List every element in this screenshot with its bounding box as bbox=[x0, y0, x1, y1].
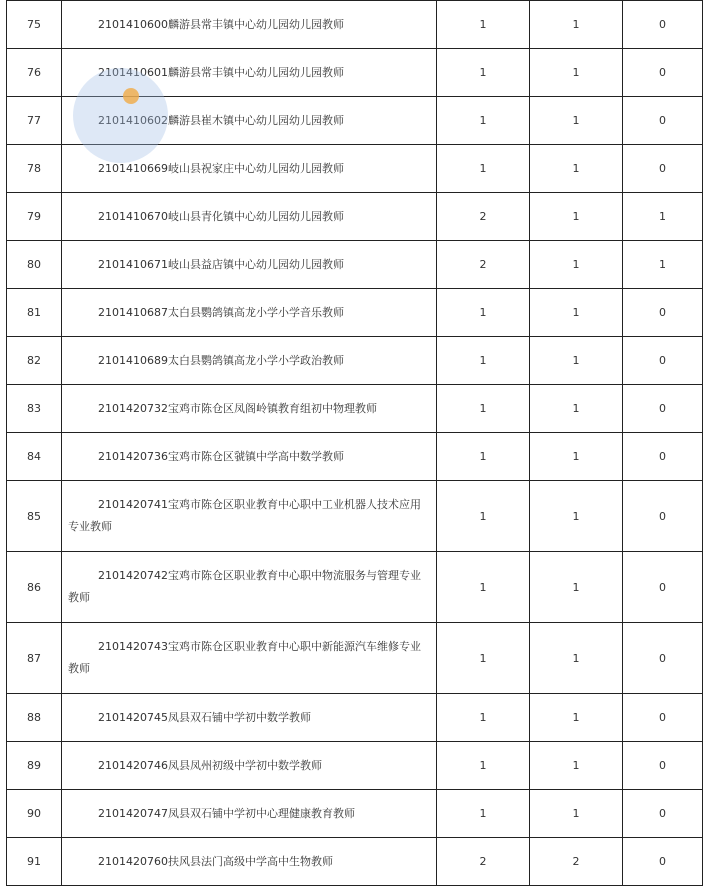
position-name: 2101420732宝鸡市陈仓区凤阁岭镇教育组初中物理教师 bbox=[62, 385, 437, 433]
row-number: 85 bbox=[7, 481, 62, 552]
table-row bbox=[7, 241, 703, 289]
count-col-4: 1 bbox=[530, 623, 623, 694]
table-row bbox=[7, 552, 703, 623]
count-col-3: 1 bbox=[437, 97, 530, 145]
row-number: 84 bbox=[7, 433, 62, 481]
table-row bbox=[7, 289, 703, 337]
table-row bbox=[7, 790, 703, 838]
count-col-3: 2 bbox=[437, 193, 530, 241]
count-col-3: 1 bbox=[437, 289, 530, 337]
table-row bbox=[7, 433, 703, 481]
count-col-4: 1 bbox=[530, 694, 623, 742]
count-col-3: 1 bbox=[437, 742, 530, 790]
count-col-4: 1 bbox=[530, 552, 623, 623]
count-col-4: 1 bbox=[530, 97, 623, 145]
position-name: 2101410670岐山县青化镇中心幼儿园幼儿园教师 bbox=[62, 193, 437, 241]
position-name: 2101420741宝鸡市陈仓区职业教育中心职中工业机器人技术应用专业教师 bbox=[62, 481, 437, 552]
row-number: 90 bbox=[7, 790, 62, 838]
count-col-3: 2 bbox=[437, 838, 530, 886]
position-name: 2101410601麟游县常丰镇中心幼儿园幼儿园教师 bbox=[62, 49, 437, 97]
row-number: 78 bbox=[7, 145, 62, 193]
count-col-5: 0 bbox=[623, 289, 703, 337]
count-col-3: 1 bbox=[437, 433, 530, 481]
table-row bbox=[7, 623, 703, 694]
count-col-3: 1 bbox=[437, 623, 530, 694]
position-name: 2101420736宝鸡市陈仓区虢镇中学高中数学教师 bbox=[62, 433, 437, 481]
table-row bbox=[7, 193, 703, 241]
table-row bbox=[7, 481, 703, 552]
count-col-4: 1 bbox=[530, 433, 623, 481]
row-number: 75 bbox=[7, 1, 62, 49]
row-number: 88 bbox=[7, 694, 62, 742]
count-col-5: 0 bbox=[623, 97, 703, 145]
count-col-3: 2 bbox=[437, 241, 530, 289]
row-number: 81 bbox=[7, 289, 62, 337]
row-number: 82 bbox=[7, 337, 62, 385]
position-name: 2101420746凤县凤州初级中学初中数学教师 bbox=[62, 742, 437, 790]
position-name: 2101410671岐山县益店镇中心幼儿园幼儿园教师 bbox=[62, 241, 437, 289]
table-row bbox=[7, 145, 703, 193]
recruitment-table bbox=[6, 0, 703, 886]
table-row bbox=[7, 1, 703, 49]
count-col-4: 1 bbox=[530, 385, 623, 433]
table-row bbox=[7, 337, 703, 385]
table-row bbox=[7, 49, 703, 97]
table-row bbox=[7, 838, 703, 886]
table-row bbox=[7, 694, 703, 742]
count-col-3: 1 bbox=[437, 145, 530, 193]
row-number: 80 bbox=[7, 241, 62, 289]
count-col-5: 0 bbox=[623, 385, 703, 433]
position-name: 2101410600麟游县常丰镇中心幼儿园幼儿园教师 bbox=[62, 1, 437, 49]
count-col-3: 1 bbox=[437, 1, 530, 49]
count-col-5: 0 bbox=[623, 623, 703, 694]
position-name: 2101410602麟游县崔木镇中心幼儿园幼儿园教师 bbox=[62, 97, 437, 145]
count-col-3: 1 bbox=[437, 694, 530, 742]
count-col-5: 0 bbox=[623, 481, 703, 552]
count-col-5: 0 bbox=[623, 694, 703, 742]
count-col-5: 0 bbox=[623, 145, 703, 193]
position-name: 2101410689太白县鹦鸽镇高龙小学小学政治教师 bbox=[62, 337, 437, 385]
count-col-3: 1 bbox=[437, 552, 530, 623]
count-col-3: 1 bbox=[437, 481, 530, 552]
row-number: 77 bbox=[7, 97, 62, 145]
count-col-4: 1 bbox=[530, 49, 623, 97]
count-col-4: 1 bbox=[530, 241, 623, 289]
table-row bbox=[7, 742, 703, 790]
row-number: 76 bbox=[7, 49, 62, 97]
count-col-4: 1 bbox=[530, 742, 623, 790]
row-number: 86 bbox=[7, 552, 62, 623]
count-col-4: 1 bbox=[530, 481, 623, 552]
count-col-5: 0 bbox=[623, 1, 703, 49]
count-col-3: 1 bbox=[437, 337, 530, 385]
position-name: 2101420747凤县双石铺中学初中心理健康教育教师 bbox=[62, 790, 437, 838]
count-col-5: 0 bbox=[623, 552, 703, 623]
row-number: 91 bbox=[7, 838, 62, 886]
table-row bbox=[7, 97, 703, 145]
position-name: 2101410669岐山县祝家庄中心幼儿园幼儿园教师 bbox=[62, 145, 437, 193]
count-col-4: 1 bbox=[530, 289, 623, 337]
count-col-5: 0 bbox=[623, 49, 703, 97]
count-col-4: 1 bbox=[530, 337, 623, 385]
count-col-3: 1 bbox=[437, 385, 530, 433]
table-body bbox=[7, 1, 703, 886]
count-col-5: 0 bbox=[623, 742, 703, 790]
count-col-4: 1 bbox=[530, 790, 623, 838]
table-row bbox=[7, 385, 703, 433]
count-col-4: 1 bbox=[530, 1, 623, 49]
row-number: 89 bbox=[7, 742, 62, 790]
position-name: 2101420760扶风县法门高级中学高中生物教师 bbox=[62, 838, 437, 886]
count-col-4: 1 bbox=[530, 145, 623, 193]
position-name: 2101420745凤县双石铺中学初中数学教师 bbox=[62, 694, 437, 742]
count-col-3: 1 bbox=[437, 49, 530, 97]
count-col-5: 1 bbox=[623, 193, 703, 241]
count-col-3: 1 bbox=[437, 790, 530, 838]
count-col-5: 0 bbox=[623, 433, 703, 481]
position-name: 2101420743宝鸡市陈仓区职业教育中心职中新能源汽车维修专业教师 bbox=[62, 623, 437, 694]
count-col-4: 1 bbox=[530, 193, 623, 241]
count-col-5: 0 bbox=[623, 838, 703, 886]
count-col-5: 0 bbox=[623, 790, 703, 838]
row-number: 79 bbox=[7, 193, 62, 241]
count-col-5: 1 bbox=[623, 241, 703, 289]
position-name: 2101420742宝鸡市陈仓区职业教育中心职中物流服务与管理专业教师 bbox=[62, 552, 437, 623]
count-col-5: 0 bbox=[623, 337, 703, 385]
row-number: 83 bbox=[7, 385, 62, 433]
position-name: 2101410687太白县鹦鸽镇高龙小学小学音乐教师 bbox=[62, 289, 437, 337]
row-number: 87 bbox=[7, 623, 62, 694]
count-col-4: 2 bbox=[530, 838, 623, 886]
